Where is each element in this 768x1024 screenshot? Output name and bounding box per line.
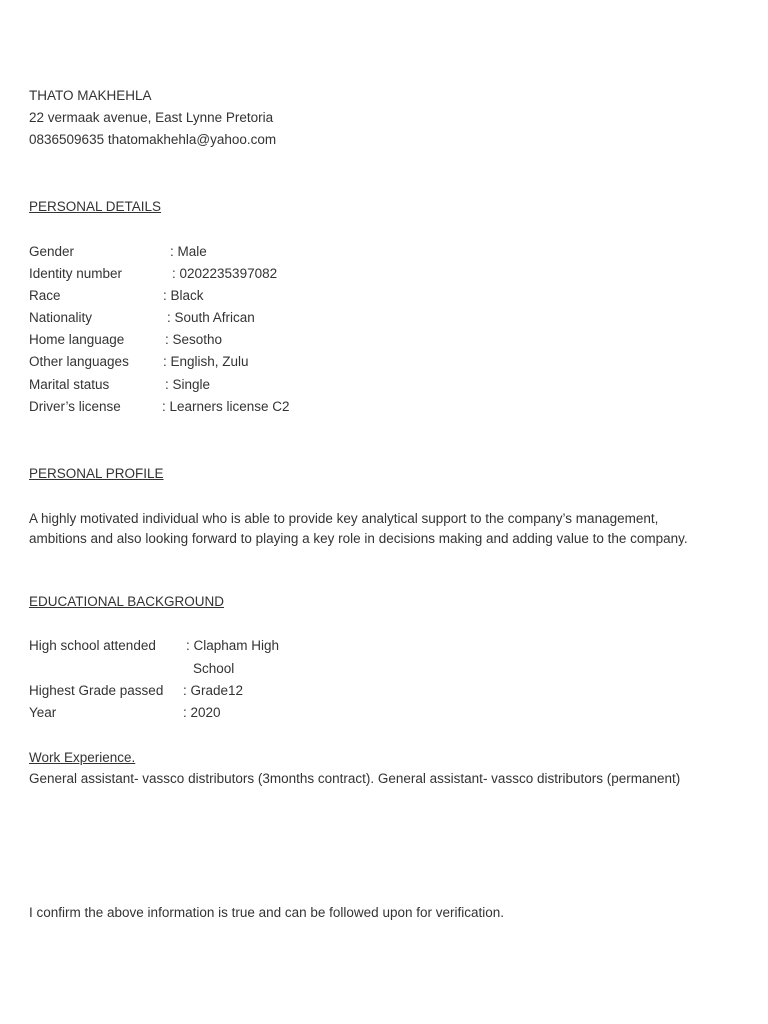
applicant-name: THATO MAKHEHLA xyxy=(29,88,152,103)
education-label: High school attended xyxy=(29,638,156,653)
detail-value: : South African xyxy=(167,310,255,325)
detail-label: Driver’s license xyxy=(29,399,121,414)
detail-value: : Learners license C2 xyxy=(162,399,290,414)
education-label: Year xyxy=(29,705,57,720)
detail-label: Marital status xyxy=(29,377,110,392)
detail-label: Gender xyxy=(29,244,75,259)
detail-label: Race xyxy=(29,288,61,303)
work-experience-heading: Work Experience. xyxy=(29,750,136,765)
detail-label: Nationality xyxy=(29,310,93,325)
detail-label: Other languages xyxy=(29,354,129,369)
declaration-text: I confirm the above information is true and can be followed upon for verification. xyxy=(29,905,505,920)
detail-value: : English, Zulu xyxy=(163,354,249,369)
personal-profile-heading: PERSONAL PROFILE xyxy=(29,466,164,481)
detail-value: : Sesotho xyxy=(165,332,223,347)
detail-value: : 0202235397082 xyxy=(172,266,278,281)
education-value: : Grade12 xyxy=(183,683,244,698)
detail-value: : Male xyxy=(170,244,207,259)
applicant-contact: 0836509635 thatomakhehla@yahoo.com xyxy=(29,132,277,147)
detail-value: : Black xyxy=(163,288,204,303)
detail-label: Home language xyxy=(29,332,125,347)
personal-profile-text: A highly motivated individual who is able to provide key analytical support to the company’s management, ambitions and also looking forward to playing a key role in decisions making and adding value to the company. xyxy=(29,511,688,546)
work-experience-text: General assistant- vassco distributors (3months contract). General assistant- vassco distributors (permanent) xyxy=(29,771,681,786)
applicant-address: 22 vermaak avenue, East Lynne Pretoria xyxy=(29,110,274,125)
detail-value: : Single xyxy=(165,377,211,392)
education-heading: EDUCATIONAL BACKGROUND xyxy=(29,594,225,609)
personal-details-heading: PERSONAL DETAILS xyxy=(29,199,162,214)
education-value: : Clapham High xyxy=(186,638,280,653)
education-value-continued: School xyxy=(193,661,235,676)
detail-label: Identity number xyxy=(29,266,123,281)
education-value: : 2020 xyxy=(183,705,221,720)
education-label: Highest Grade passed xyxy=(29,683,164,698)
